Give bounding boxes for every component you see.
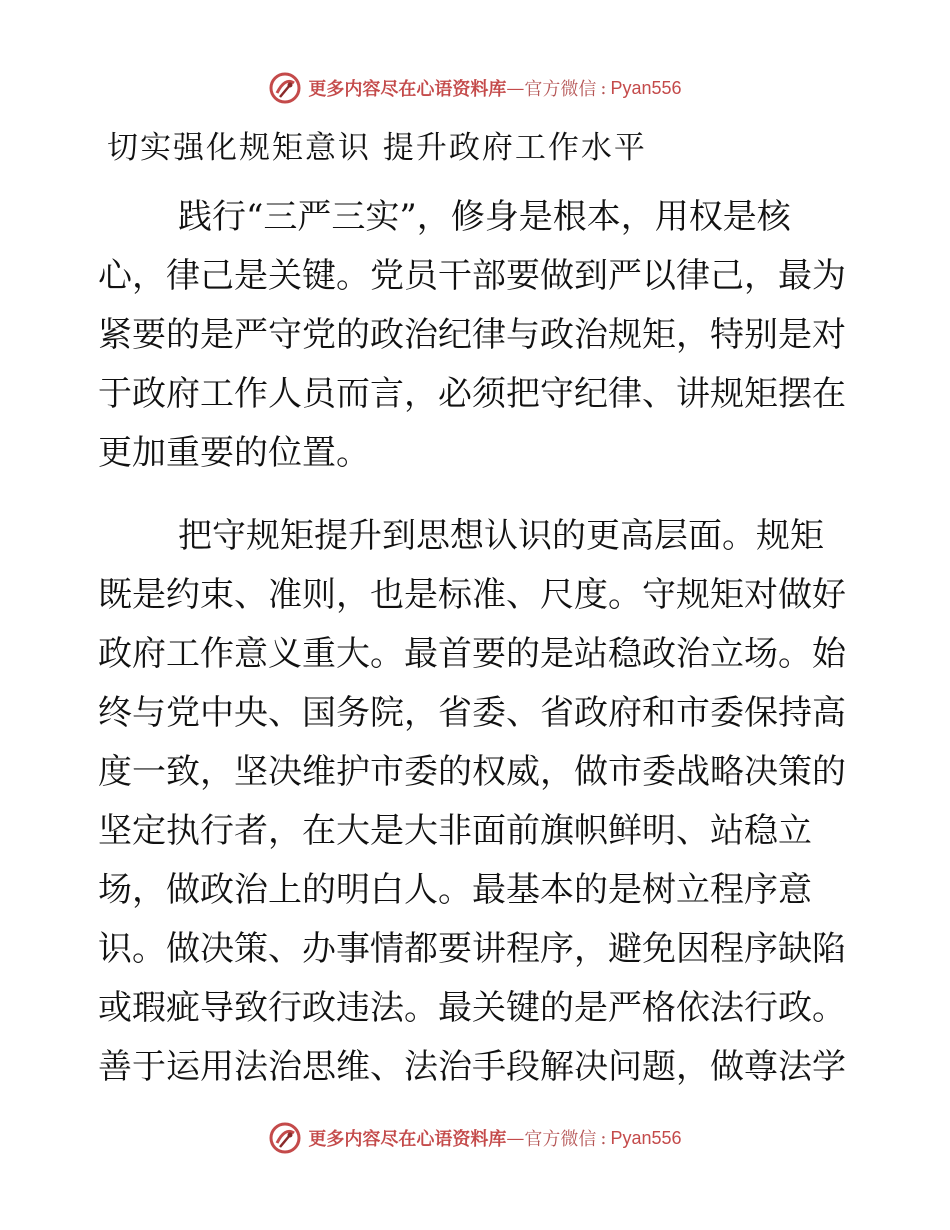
- paragraph-1: [98, 188, 858, 483]
- text-line: 或瑕疵导致行政违法。最关键的是严格依法行政。: [98, 988, 846, 1028]
- watermark-colon: :: [600, 1127, 607, 1149]
- text-line: 识。做决策、办事情都要讲程序，避免因程序缺陷: [98, 929, 846, 969]
- logo-icon: [268, 71, 302, 105]
- watermark-wechat-id: Pyan556: [610, 77, 682, 98]
- text-line: 心，律己是关键。党员干部要做到严以律己，最为: [98, 256, 846, 296]
- text-line: 践行“三严三实”，修身是根本，用权是核: [178, 197, 791, 237]
- document-title: 切实强化规矩意识 提升政府工作水平: [107, 130, 647, 166]
- text-line: 把守规矩提升到思想认识的更高层面。规矩: [178, 516, 824, 556]
- watermark-dash: —: [506, 1127, 525, 1149]
- header-watermark: [0, 68, 950, 108]
- paragraph-2: [98, 507, 858, 1097]
- text-line: 场，做政治上的明白人。最基本的是树立程序意: [98, 870, 812, 910]
- text-line: 紧要的是严守党的政治纪律与政治规矩，特别是对: [98, 315, 846, 355]
- watermark-text: 更多内容尽在心语资料库: [308, 1129, 507, 1150]
- watermark-wechat-label: 官方微信: [524, 79, 597, 100]
- text-line: 终与党中央、国务院，省委、省政府和市委保持高: [98, 693, 846, 733]
- logo-icon: [268, 1121, 302, 1155]
- watermark-text: 更多内容尽在心语资料库: [308, 79, 507, 100]
- watermark-colon: :: [600, 77, 607, 99]
- watermark-dash: —: [506, 77, 525, 99]
- text-line: 政府工作意义重大。最首要的是站稳政治立场。始: [98, 634, 846, 674]
- watermark-wechat-id: Pyan556: [610, 1127, 682, 1148]
- text-line: 既是约束、准则，也是标准、尺度。守规矩对做好: [98, 575, 846, 615]
- document-body: [98, 188, 858, 1121]
- watermark-wechat-label: 官方微信: [524, 1129, 597, 1150]
- footer-watermark: [0, 1118, 950, 1158]
- text-line: 善于运用法治思维、法治手段解决问题，做尊法学: [98, 1047, 846, 1087]
- text-line: 更加重要的位置。: [98, 433, 370, 473]
- text-line: 度一致，坚决维护市委的权威，做市委战略决策的: [98, 752, 846, 792]
- text-line: 于政府工作人员而言，必须把守纪律、讲规矩摆在: [98, 374, 846, 414]
- text-line: 坚定执行者，在大是大非面前旗帜鲜明、站稳立: [98, 811, 812, 851]
